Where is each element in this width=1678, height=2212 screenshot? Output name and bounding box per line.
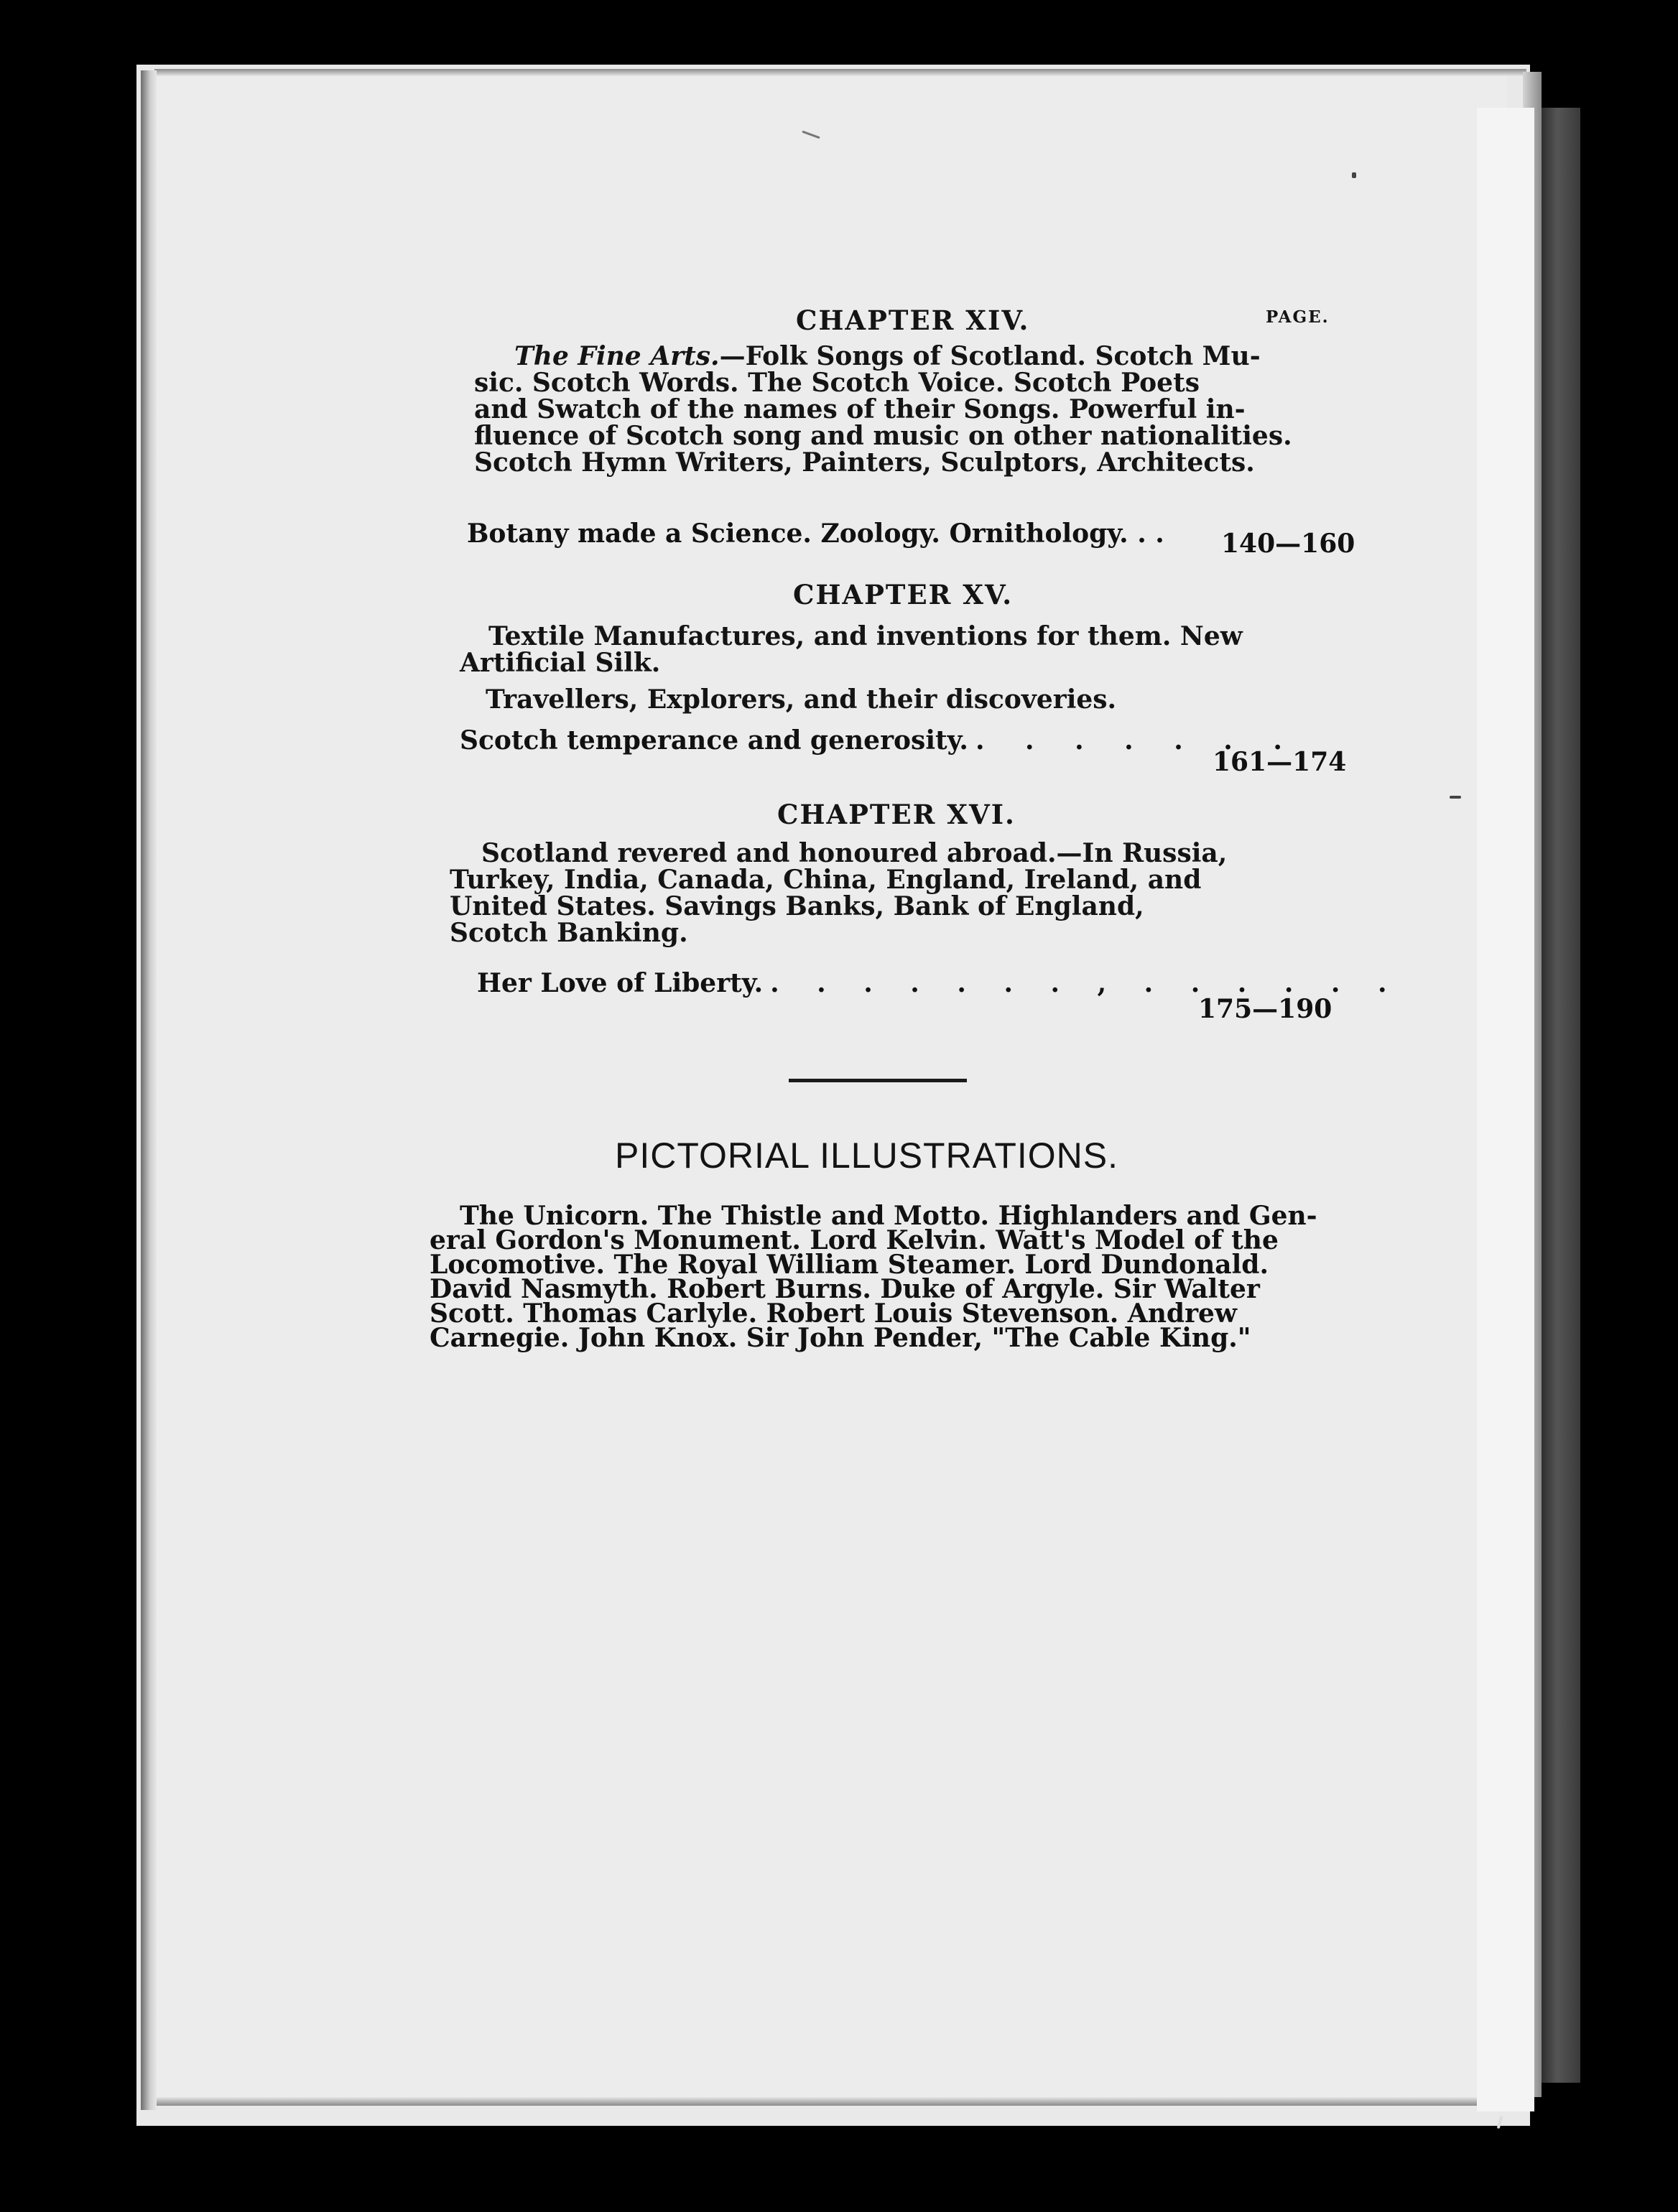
summary-line: and Swatch of the names of their Songs. Powerful in-	[474, 394, 1246, 424]
summary-line	[474, 341, 1261, 371]
summary-line: Scotch Hymn Writers, Painters, Sculptors, Architects.	[474, 447, 1255, 478]
summary-last-line: Botany made a Science. Zoology. Ornithology. . .	[467, 519, 1164, 549]
book-spine	[1542, 108, 1580, 2083]
page-edge-top	[154, 69, 1526, 76]
scan-speck	[1352, 172, 1356, 178]
summary-line: Artificial Silk.	[460, 648, 661, 678]
leader-dots: . . . . . . . , . . . . . .	[770, 968, 1401, 998]
summary-last-line: Her Love of Liberty.	[477, 968, 764, 998]
facing-page-strip	[1477, 108, 1534, 2111]
summary-line: fluence of Scotch song and music on other nationalities.	[474, 421, 1292, 451]
illustrations-line: eral Gordon's Monument. Lord Kelvin. Watt's Model of the	[430, 1225, 1279, 1255]
summary-line: sic. Scotch Words. The Scotch Voice. Scotch Poets	[474, 368, 1200, 398]
chapter-heading: CHAPTER XVI.	[777, 799, 1016, 830]
page-range: 140—160	[1221, 529, 1355, 559]
summary-line: Scotch Banking.	[450, 918, 688, 948]
illustrations-line: Locomotive. The Royal William Steamer. Lord Dundonald.	[430, 1250, 1269, 1280]
scan-speck	[1450, 796, 1461, 799]
chapter-summary	[474, 341, 1292, 478]
summary-last-line-row	[477, 968, 1401, 998]
leader-dots: . . . . . . .	[975, 725, 1298, 756]
chapter-summary	[450, 838, 1228, 948]
summary-line: Turkey, India, Canada, China, England, Ireland, and	[450, 865, 1202, 895]
illustrations-line: Scott. Thomas Carlyle. Robert Louis Stevenson. Andrew	[430, 1298, 1237, 1329]
summary-line: Textile Manufactures, and inventions for them. New	[488, 621, 1243, 651]
page-edge-bottom	[154, 2097, 1526, 2106]
page-edge-left	[141, 70, 157, 2110]
summary-line: Scotland revered and honoured abroad.—In Russia,	[481, 838, 1228, 868]
illustrations-line: Carnegie. John Knox. Sir John Pender, "The Cable King."	[430, 1323, 1251, 1353]
page-range: 161—174	[1213, 747, 1347, 777]
section-divider	[789, 1079, 967, 1082]
summary-text: —Folk Songs of Scotland. Scotch Mu-	[719, 341, 1261, 371]
section-title: PICTORIAL ILLUSTRATIONS.	[615, 1135, 1119, 1176]
illustrations-list	[430, 1201, 1317, 1353]
chapter-heading: CHAPTER XIV.	[796, 305, 1030, 336]
page-column-label: PAGE.	[1266, 307, 1330, 327]
page-range: 175—190	[1198, 994, 1332, 1024]
summary-last-line-row	[460, 725, 1298, 756]
illustrations-line: David Nasmyth. Robert Burns. Duke of Argyle. Sir Walter	[430, 1274, 1260, 1304]
summary-line: Travellers, Explorers, and their discoveries.	[486, 684, 1117, 715]
illustrations-line: The Unicorn. The Thistle and Motto. Highlanders and Gen-	[460, 1201, 1317, 1231]
summary-last-line: Scotch temperance and generosity.	[460, 725, 968, 756]
chapter-summary	[460, 621, 1243, 715]
chapter-heading: CHAPTER XV.	[793, 579, 1014, 610]
summary-line: United States. Savings Banks, Bank of England,	[450, 891, 1144, 921]
summary-italic-lead: The Fine Arts.	[514, 341, 720, 371]
